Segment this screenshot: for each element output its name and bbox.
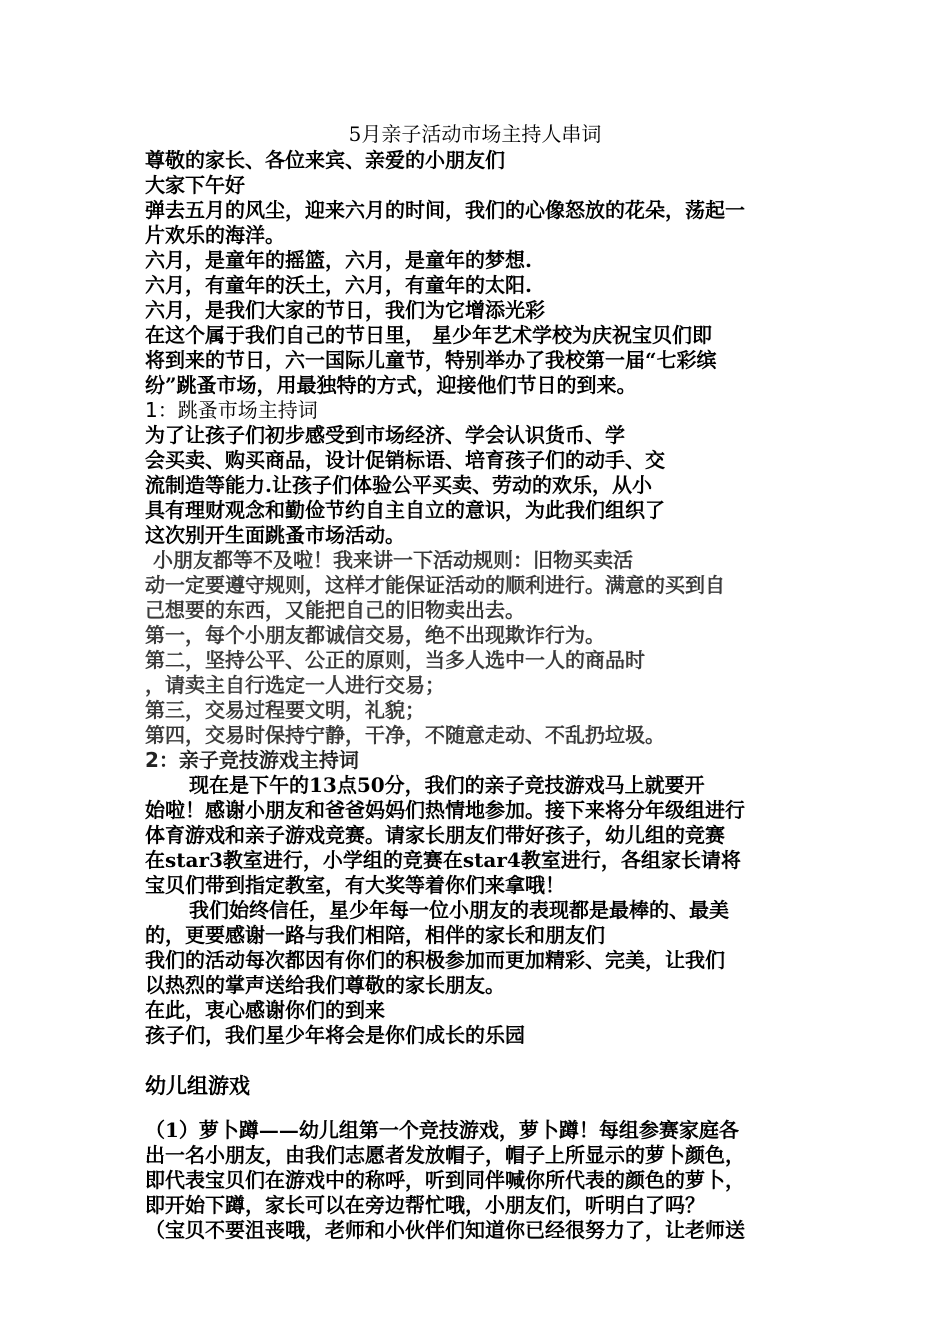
spacer — [145, 1106, 815, 1118]
paragraph-line: 流制造等能力.让孩子们体验公平买卖、劳动的欢乐，从小 — [145, 473, 652, 497]
greeting-line: 大家下午好 — [145, 173, 245, 197]
paragraph-line: 体育游戏和亲子游戏竞赛。请家长朋友们带好孩子，幼儿组的竞赛 — [145, 823, 725, 847]
game-description-line: （1）萝卜蹲——幼儿组第一个竞技游戏，萝卜蹲！每组参赛家庭各 — [145, 1118, 739, 1142]
paragraph-line: 这次别开生面跳蚤市场活动。 — [145, 523, 405, 547]
game-description-line: （宝贝不要沮丧哦，老师和小伙伴们知道你已经很努力了，让老师送 — [145, 1218, 745, 1242]
paragraph-line: 现在是下午的13点50分，我们的亲子竞技游戏马上就要开 — [189, 773, 705, 797]
section-heading-family-games: 2：亲子竞技游戏主持词 — [145, 748, 359, 772]
document-body — [145, 148, 815, 1243]
paragraph-line: 具有理财观念和勤俭节约自主自立的意识，为此我们组织了 — [145, 498, 665, 522]
paragraph-line: 以热烈的掌声送给我们尊敬的家长朋友。 — [145, 973, 505, 997]
paragraph-line: 弹去五月的风尘，迎来六月的时间，我们的心像怒放的花朵，荡起一 — [145, 198, 745, 222]
greeting-line: 尊敬的家长、各位来宾、亲爱的小朋友们 — [145, 148, 505, 172]
paragraph-line: 六月，有童年的沃土，六月，有童年的太阳. — [145, 273, 532, 297]
section-heading-kindergarten-games: 幼儿组游戏 — [145, 1073, 250, 1098]
paragraph-line: 宝贝们带到指定教室，有大奖等着你们来拿哦！ — [145, 873, 565, 897]
rule-item: ，请卖主自行选定一人进行交易； — [145, 673, 445, 697]
paragraph-line: 在这个属于我们自己的节日里， 星少年艺术学校为庆祝宝贝们即 — [145, 323, 712, 347]
section-heading-flea-market: 1：跳蚤市场主持词 — [145, 398, 318, 422]
rule-item: 第三，交易过程要文明，礼貌； — [145, 698, 425, 722]
rules-line: 动一定要遵守规则，这样才能保证活动的顺利进行。满意的买到自 — [145, 573, 725, 597]
paragraph-line: 在此，衷心感谢你们的到来 — [145, 998, 385, 1022]
rules-line: 小朋友都等不及啦！我来讲一下活动规则：旧物买卖活 — [153, 548, 633, 572]
paragraph-line: 纷”跳蚤市场，用最独特的方式，迎接他们节日的到来。 — [145, 373, 637, 397]
paragraph-line: 会买卖、购买商品，设计促销标语、培育孩子们的动手、交 — [145, 448, 665, 472]
game-description-line: 出一名小朋友，由我们志愿者发放帽子，帽子上所显示的萝卜颜色， — [145, 1143, 745, 1167]
paragraph-line: 的，更要感谢一路与我们相陪，相伴的家长和朋友们 — [145, 923, 605, 947]
paragraph-line: 我们始终信任，星少年每一位小朋友的表现都是最棒的、最美 — [189, 898, 729, 922]
paragraph-line: 六月，是童年的摇篮，六月，是童年的梦想. — [145, 248, 532, 272]
rule-item: 第一，每个小朋友都诚信交易，绝不出现欺诈行为。 — [145, 623, 605, 647]
rule-item: 第四，交易时保持宁静，干净，不随意走动、不乱扔垃圾。 — [145, 723, 665, 747]
paragraph-line: 在star3教室进行，小学组的竞赛在star4教室进行，各组家长请将 — [145, 848, 741, 872]
rule-item: 第二，坚持公平、公正的原则，当多人选中一人的商品时 — [145, 648, 645, 672]
spacer — [145, 1048, 815, 1066]
paragraph-line: 始啦！感谢小朋友和爸爸妈妈们热情地参加。接下来将分年级组进行 — [145, 798, 745, 822]
rules-line: 己想要的东西，又能把自己的旧物卖出去。 — [145, 598, 525, 622]
paragraph-line: 将到来的节日，六一国际儿童节，特别举办了我校第一届“七彩缤 — [145, 348, 717, 372]
paragraph-line: 为了让孩子们初步感受到市场经济、学会认识货币、学 — [145, 423, 625, 447]
paragraph-line: 片欢乐的海洋。 — [145, 223, 285, 247]
document-title: 5月亲子活动市场主持人串词 — [348, 122, 602, 146]
game-description-line: 即代表宝贝们在游戏中的称呼，听到同伴喊你所代表的颜色的萝卜， — [145, 1168, 745, 1192]
game-description-line: 即开始下蹲，家长可以在旁边帮忙哦，小朋友们，听明白了吗？ — [145, 1193, 705, 1217]
paragraph-line: 孩子们，我们星少年将会是你们成长的乐园 — [145, 1023, 525, 1047]
paragraph-line: 我们的活动每次都因有你们的积极参加而更加精彩、完美，让我们 — [145, 948, 725, 972]
paragraph-line: 六月，是我们大家的节日，我们为它增添光彩 — [145, 298, 545, 322]
